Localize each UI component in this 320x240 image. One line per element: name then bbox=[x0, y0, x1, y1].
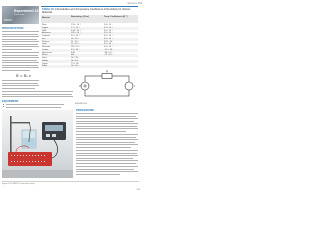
resistivity-cell: 3.5 × 10⁻⁵ bbox=[71, 48, 80, 51]
material-cell: Rubber bbox=[42, 59, 49, 62]
coefficient-cell: 0.4 × 10⁻³ bbox=[104, 46, 113, 48]
table-header-material: Material bbox=[42, 17, 50, 19]
material-cell: Silver bbox=[42, 24, 47, 26]
title-banner bbox=[2, 6, 39, 24]
table-number: TABLE 16-1 bbox=[42, 8, 56, 11]
document-page bbox=[0, 0, 149, 198]
material-cell: Nichrome bbox=[42, 46, 51, 48]
resistivity-cell: 7.5 × 10¹⁷ bbox=[71, 62, 80, 65]
resistivity-cell: 5.6 × 10⁻⁸ bbox=[71, 35, 80, 37]
page-number: 169 bbox=[136, 189, 140, 191]
coefficient-cell: 3.9 × 10⁻³ bbox=[104, 43, 113, 46]
banner-subtitle: Thermistor bbox=[14, 14, 25, 16]
material-cell: Tungsten bbox=[42, 35, 50, 37]
resistivity-cell: 0.46 bbox=[71, 51, 75, 54]
resistivity-cell: 1.59 × 10⁻⁸ bbox=[71, 24, 81, 26]
material-cell: Aluminum bbox=[42, 32, 51, 35]
resistivity-cell: 10¹⁰–10¹⁴ bbox=[71, 57, 80, 59]
table-header-coefficient: Temp. Coefficient α (K⁻¹) bbox=[104, 16, 128, 18]
material-cell: Silicon bbox=[42, 54, 48, 57]
circuit-label-i: I bbox=[134, 85, 135, 88]
coefficient-cell: 3.9 × 10⁻³ bbox=[104, 26, 113, 29]
coefficient-cell: 3.4 × 10⁻³ bbox=[104, 29, 113, 32]
running-header: Sensors 169 bbox=[127, 2, 142, 5]
circuit-loop bbox=[85, 76, 129, 96]
circuit-diagram bbox=[75, 70, 140, 102]
material-cell: Quartz bbox=[42, 62, 48, 65]
resistivity-cell: 10²²–10²³ bbox=[71, 65, 79, 68]
resistivity-cell: 10¹³–10¹⁵ bbox=[71, 59, 79, 62]
banner-label: PASCO bbox=[4, 19, 13, 22]
table-caption-text: Resistivities and Temperature Coefficients of Resistivity for Various Materials bbox=[42, 8, 131, 14]
material-cell: Platinum bbox=[42, 40, 50, 43]
section-introduction: INTRODUCTION bbox=[2, 26, 24, 30]
coefficient-cell: 3.9 × 10⁻³ bbox=[104, 32, 113, 35]
footer-rule bbox=[2, 181, 139, 182]
section-procedure: PROCEDURE bbox=[76, 108, 94, 112]
material-cell: Glass bbox=[42, 57, 47, 59]
coefficient-cell: 5.0 × 10⁻³ bbox=[104, 37, 113, 40]
table-row bbox=[41, 62, 138, 68]
material-cell: Teflon bbox=[42, 65, 48, 68]
resistivity-cell: 11 × 10⁻⁸ bbox=[71, 40, 80, 43]
material-cell: Lead bbox=[42, 43, 47, 46]
material-cell: Carbon bbox=[42, 48, 49, 51]
banner-title: Experiment 13 bbox=[14, 9, 39, 13]
coefficient-cell: −48 × 10⁻³ bbox=[104, 51, 114, 54]
figure-caption: FIGURE 16-2 bbox=[75, 103, 88, 105]
table-header-row bbox=[41, 15, 138, 23]
coefficient-cell: −75 × 10⁻³ bbox=[104, 54, 114, 57]
resistivity-cell: 10 × 10⁻⁸ bbox=[71, 37, 80, 40]
coefficient-cell: 3.8 × 10⁻³ bbox=[104, 24, 113, 26]
table-header-resistivity: Resistivity ρ (Ω·m) bbox=[71, 16, 89, 18]
resistivity-cell: 2.82 × 10⁻⁸ bbox=[71, 32, 81, 35]
apparatus-photo bbox=[2, 110, 73, 178]
resistivity-cell: 1.7 × 10⁻⁸ bbox=[71, 26, 80, 29]
table-caption bbox=[42, 8, 138, 14]
material-cell: Germanium bbox=[42, 51, 52, 54]
photo-caption: Figure 16-3 PASCO thermistor setup bbox=[2, 183, 35, 185]
coefficient-cell: 3.92 × 10⁻³ bbox=[104, 40, 114, 43]
resistivity-cell: 150 × 10⁻⁸ bbox=[71, 46, 81, 48]
material-cell: Copper bbox=[42, 26, 49, 29]
resistivity-cell: 640 bbox=[71, 54, 75, 57]
apparatus-illustration bbox=[2, 110, 73, 178]
resistance-formula: R = R₀ e bbox=[16, 74, 32, 78]
circuit-label-v: V bbox=[79, 85, 81, 88]
section-equipment: EQUIPMENT bbox=[2, 99, 19, 103]
ammeter-symbol bbox=[125, 82, 133, 90]
material-cell: Gold bbox=[42, 29, 46, 32]
resistivity-table bbox=[41, 6, 138, 68]
resistor-symbol bbox=[102, 74, 112, 79]
resistivity-cell: 2.44 × 10⁻⁸ bbox=[71, 29, 81, 32]
material-cell: Iron bbox=[42, 37, 46, 40]
coefficient-cell: −0.5 × 10⁻³ bbox=[104, 48, 114, 51]
circuit-label-r: R bbox=[106, 70, 108, 74]
coefficient-cell: 4.5 × 10⁻³ bbox=[104, 35, 113, 37]
resistivity-cell: 22 × 10⁻⁸ bbox=[71, 43, 80, 46]
